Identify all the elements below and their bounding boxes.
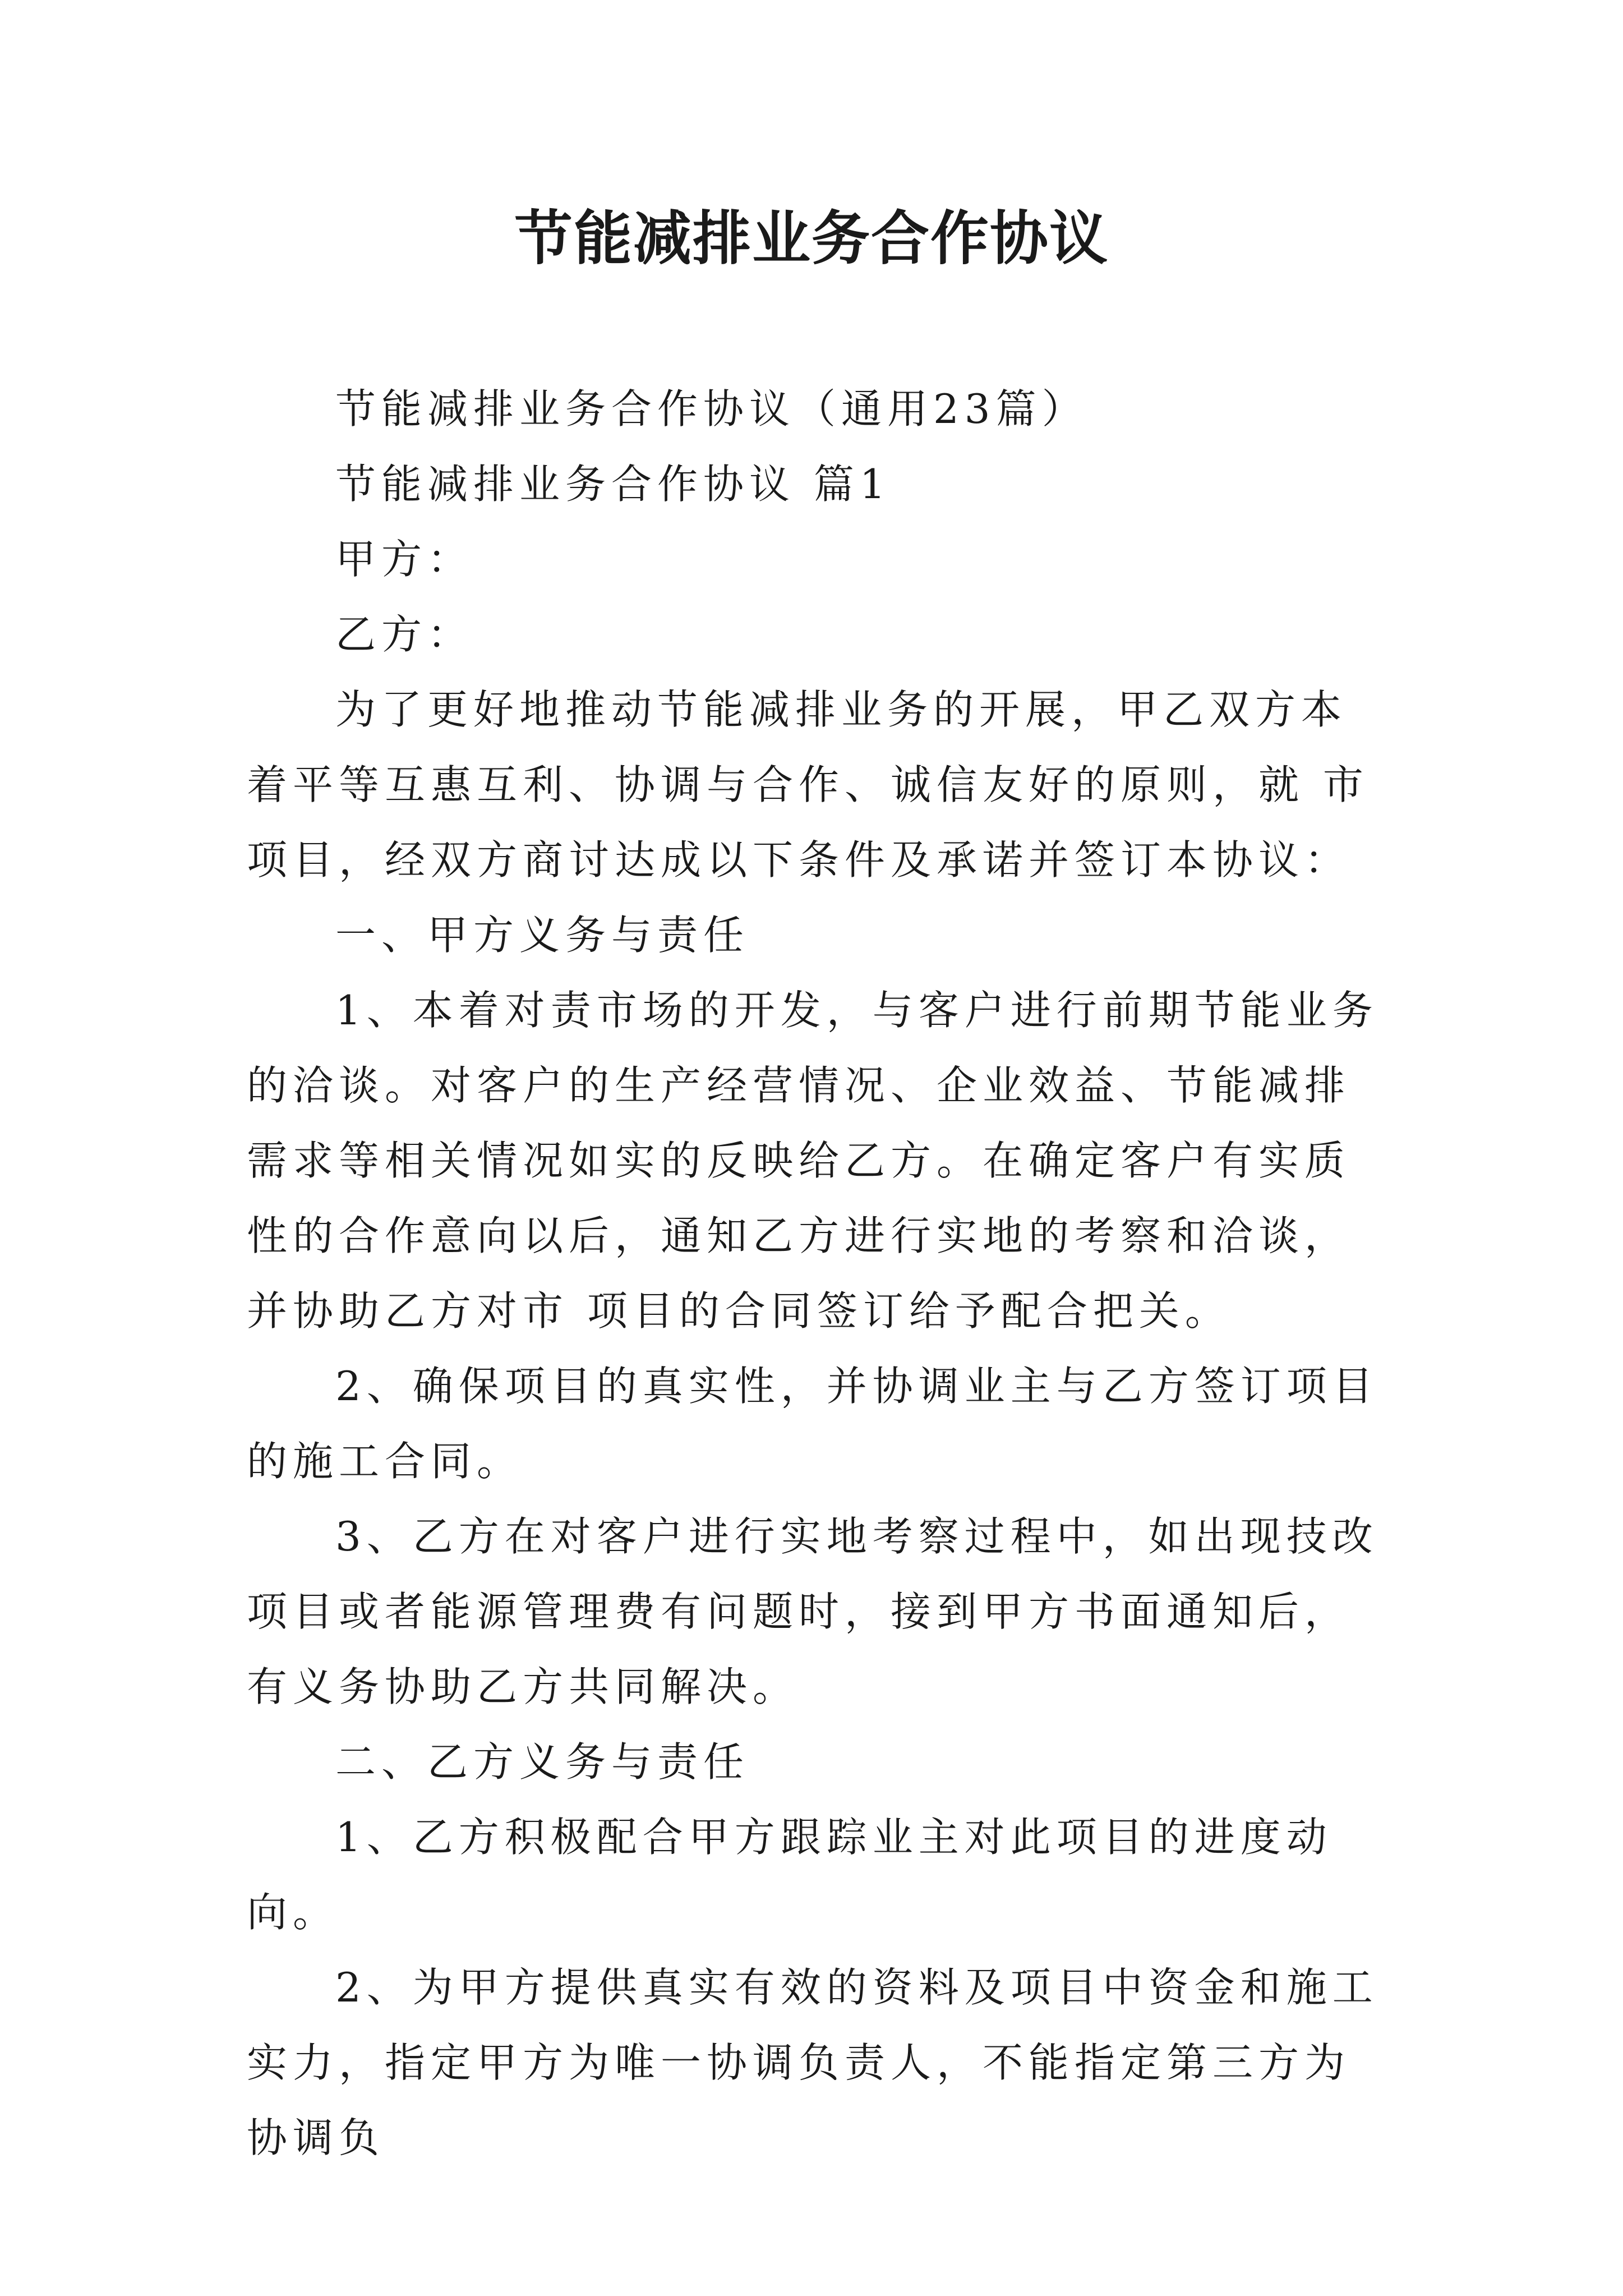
- paragraph-party-a: 甲方：: [335, 536, 474, 583]
- paragraph-section-heading: 节能减排业务合作协议 篇1: [335, 461, 891, 508]
- paragraph-party-b: 乙方：: [335, 611, 474, 658]
- paragraph-subtitle: 节能减排业务合作协议（通用23篇）: [335, 385, 1088, 432]
- paragraph-party-a-duty-3: 3、乙方在对客户进行实地考察过程中，如出现技改项目或者能源管理费有问题时，接到甲方书面通知后，有义务协助乙方共同解决。: [247, 1513, 1378, 1710]
- paragraph-party-a-duty-1: 1、本着对责市场的开发，与客户进行前期节能业务的洽谈。对客户的生产经营情况、企业效益、节能减排需求等相关情况如实的反映给乙方。在确定客户有实质性的合作意向以后，通知乙方进行实地的考察和洽谈，并协助乙方对市 项目的合同签订给予配合把关。: [247, 987, 1378, 1335]
- paragraph-party-b-duty-2: 2、为甲方提供真实有效的资料及项目中资金和施工实力，指定甲方为唯一协调负责人，不能指定第三方为协调负: [247, 1964, 1378, 2161]
- paragraph-heading-party-a-duties: 一、甲方义务与责任: [335, 912, 750, 959]
- paragraph-party-b-duty-1: 1、乙方积极配合甲方跟踪业主对此项目的进度动向。: [247, 1814, 1332, 1936]
- paragraph-party-a-duty-2: 2、确保项目的真实性，并协调业主与乙方签订项目的施工合同。: [247, 1363, 1378, 1485]
- paragraph-heading-party-b-duties: 二、乙方义务与责任: [335, 1738, 750, 1786]
- document-body: [247, 371, 1391, 2175]
- paragraph-preamble: 为了更好地推动节能减排业务的开展，甲乙双方本着平等互惠互利、协调与合作、诚信友好的原则，就 市 项目，经双方商讨达成以下条件及承诺并签订本协议：: [247, 686, 1369, 884]
- document-title: 节能减排业务合作协议: [514, 204, 1109, 273]
